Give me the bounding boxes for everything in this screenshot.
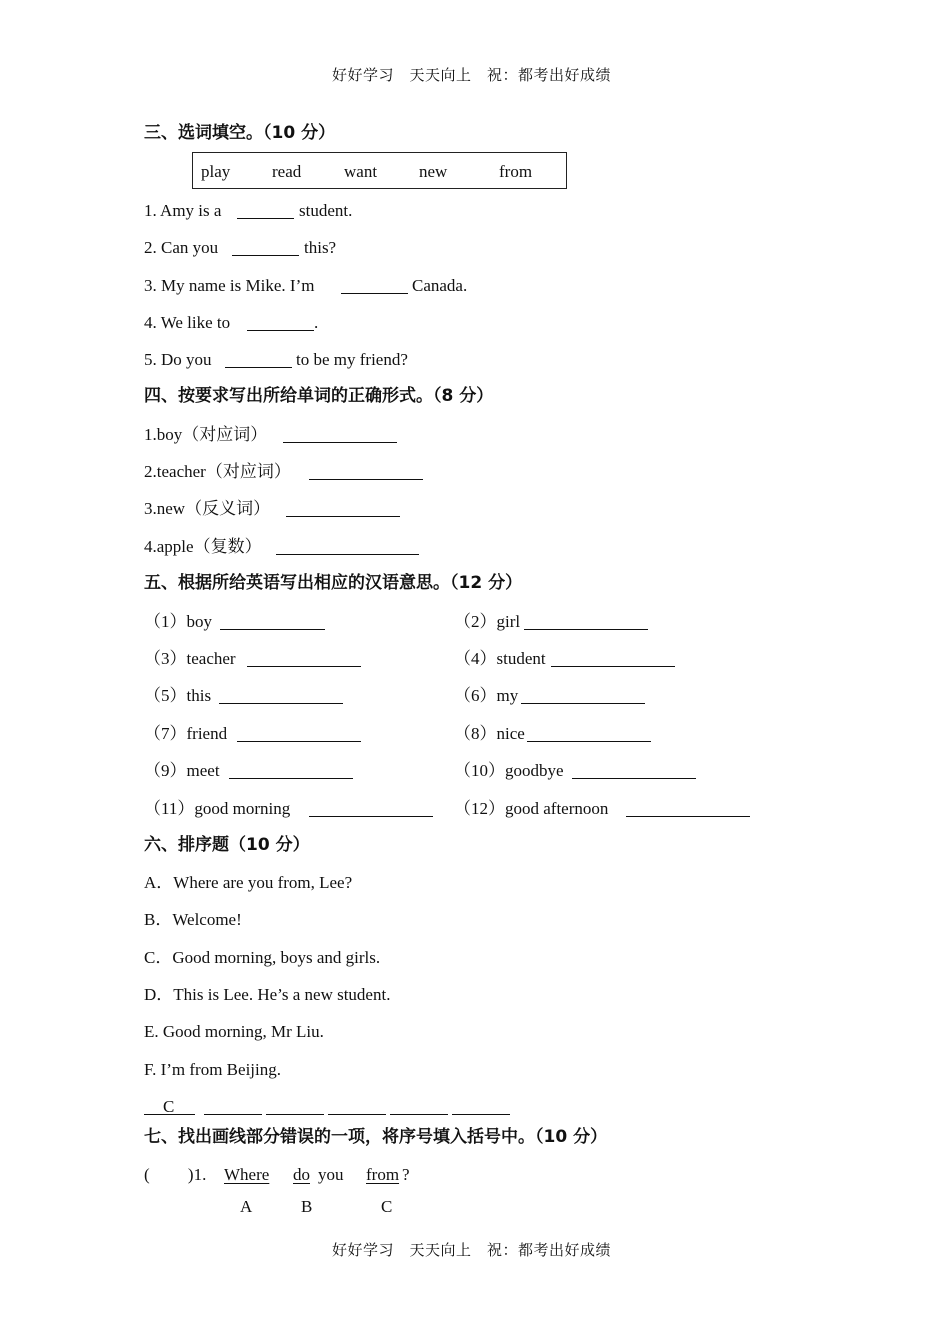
answer-blank[interactable] [521,703,645,704]
fill-item-text: 5. Do you [144,350,212,369]
answer-blank[interactable] [572,778,696,779]
option-label-b: B [301,1197,313,1216]
sort-option: B．Welcome! [144,910,242,929]
answer-blank[interactable] [524,629,648,630]
translate-item: （11）good morning [144,799,291,818]
translate-item: （6）my [454,686,519,705]
answer-blank[interactable] [626,816,750,817]
section7-title: 七、找出画线部分错误的一项，将序号填入括号中。（10 分） [144,1127,608,1147]
section6-title: 六、排序题（10 分） [144,835,310,855]
order-answer-first: C [163,1097,175,1116]
word-form-item: 3.new（反义词） [144,499,271,518]
word-form-item: 4.apple（复数） [144,537,262,556]
word-bank-word: want [344,162,378,181]
fill-item-text: to be my friend? [296,350,408,369]
word-bank-word: play [201,162,231,181]
sort-option: F. I’m from Beijing. [144,1060,281,1079]
answer-blank[interactable] [286,516,400,517]
answer-blank[interactable] [229,778,353,779]
answer-blank[interactable] [309,479,423,480]
page-footer: 好好学习 天天向上 祝：都考出好成绩 [332,1241,612,1259]
page-header: 好好学习 天天向上 祝：都考出好成绩 [332,66,612,84]
answer-blank[interactable] [237,218,294,219]
underlined-word-c: from [366,1165,400,1184]
underlined-word-a: Where [224,1165,270,1184]
sort-option: A．Where are you from, Lee? [144,873,353,892]
fill-item-text: 2. Can you [144,238,219,257]
fill-item-text: . [314,313,319,332]
translate-item: （12）good afternoon [454,799,609,818]
translate-item: （2）girl [454,612,521,631]
word-form-item: 1.boy（对应词） [144,425,268,444]
answer-blank[interactable] [247,666,361,667]
fill-item-text: 3. My name is Mike. I’m [144,276,315,295]
answer-blank[interactable] [247,330,314,331]
order-blank[interactable] [328,1114,386,1115]
answer-blank[interactable] [220,629,325,630]
fill-item-text: this? [304,238,337,257]
translate-item: （3）teacher [144,649,236,668]
answer-blank[interactable] [225,367,292,368]
sort-option: E. Good morning, Mr Liu. [144,1022,324,1041]
underlined-word-b: do [293,1165,310,1184]
order-blank[interactable] [452,1114,510,1115]
translate-item: （10）goodbye [454,761,564,780]
translate-item: （1）boy [144,612,212,631]
section5-title: 五、根据所给英语写出相应的汉语意思。（12 分） [144,573,523,593]
question-word: you [318,1165,344,1184]
answer-blank[interactable] [276,554,419,555]
section4-title: 四、按要求写出所给单词的正确形式。（8 分） [144,386,494,406]
question-mark: ? [402,1165,410,1184]
order-blank[interactable] [204,1114,262,1115]
translate-item: （8）nice [454,724,525,743]
answer-blank[interactable] [551,666,675,667]
word-form-item: 2.teacher（对应词） [144,462,291,481]
answer-blank[interactable] [309,816,433,817]
section3-title: 三、选词填空。（10 分） [144,123,336,143]
fill-item-text: 1. Amy is a [144,201,222,220]
fill-item-text: 4. We like to [144,313,231,332]
translate-item: （5）this [144,686,212,705]
translate-item: （9）meet [144,761,220,780]
option-label-a: A [240,1197,253,1216]
fill-item-text: student. [299,201,353,220]
answer-blank[interactable] [341,293,408,294]
option-label-c: C [381,1197,393,1216]
answer-blank[interactable] [232,255,299,256]
answer-blank[interactable] [527,741,651,742]
word-bank-word: new [419,162,448,181]
fill-item-text: Canada. [412,276,468,295]
answer-blank[interactable] [283,442,397,443]
answer-parenthesis[interactable]: ( )1. [144,1165,207,1184]
sort-option: C．Good morning, boys and girls. [144,948,381,967]
translate-item: （4）student [454,649,546,668]
answer-blank[interactable] [219,703,343,704]
order-blank[interactable] [266,1114,324,1115]
word-bank-word: from [499,162,533,181]
sort-option: D．This is Lee. He’s a new student. [144,985,391,1004]
translate-item: （7）friend [144,724,228,743]
word-bank-word: read [272,162,302,181]
order-blank[interactable] [390,1114,448,1115]
answer-blank[interactable] [237,741,361,742]
